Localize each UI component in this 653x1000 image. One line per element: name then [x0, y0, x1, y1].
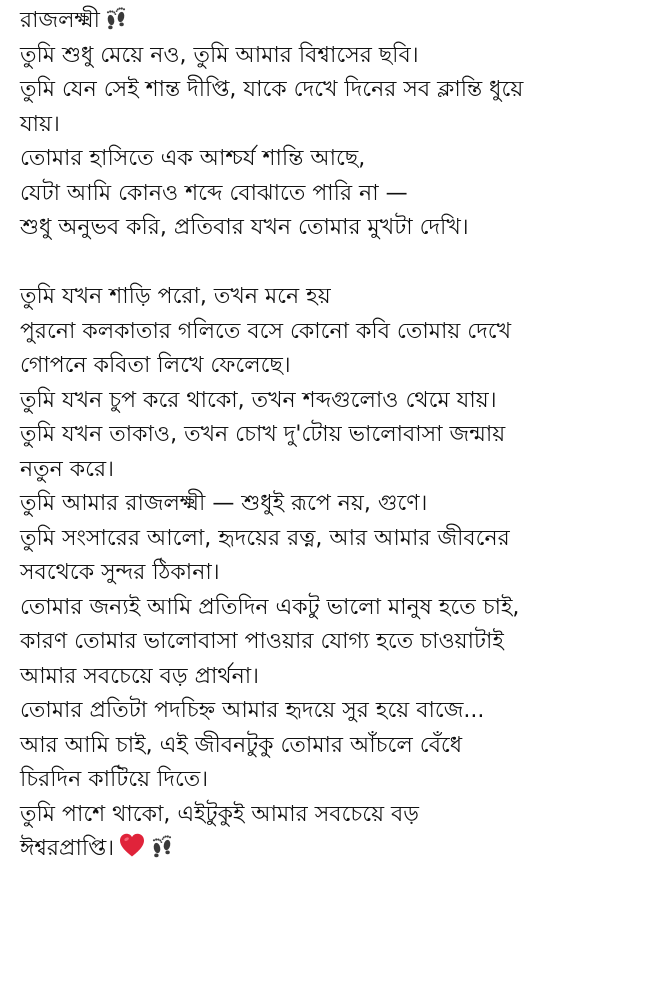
poem-line: গোপনে কবিতা লিখে ফেলেছে।	[20, 353, 291, 378]
poem-line: যেটা আমি কোনও শব্দে বোঝাতে পারি না —	[20, 180, 408, 206]
poem-line: তুমি পাশে থাকো, এইটুকুই আমার সবচেয়ে বড়	[20, 801, 419, 827]
post-title-line	[20, 4, 640, 39]
poem-line: তোমার হাসিতে এক আশ্চর্য শান্তি আছে,	[20, 146, 366, 171]
poem-line: শুধু অনুভব করি, প্রতিবার যখন তোমার মুখটা দেখি।	[20, 215, 469, 240]
red-heart-icon	[118, 832, 146, 858]
post-title: রাজলক্ষ্মী	[20, 8, 100, 33]
poem-line: তোমার প্রতিটা পদচিহ্ন আমার হৃদয়ে সুর হয়ে বাজে...	[20, 698, 485, 723]
poem-line: সবথেকে সুন্দর ঠিকানা।	[20, 560, 220, 585]
poem-line: তুমি যখন তাকাও, তখন চোখ দু'টোয় ভালোবাসা জন্মায়	[20, 422, 506, 447]
post-text	[20, 4, 640, 867]
poem-line: তোমার জন্যই আমি প্রতিদিন একটু ভালো মানুষ হতে চাই,	[20, 594, 520, 620]
poem-line: তুমি সংসারের আলো, হৃদয়ের রত্ন, আর আমার জীবনের	[20, 525, 510, 551]
poem-line: তুমি যখন শাড়ি পরো, তখন মনে হয়	[20, 284, 331, 309]
poem-last-line	[20, 832, 640, 867]
poem-line: তুমি যেন সেই শান্ত দীপ্তি, যাকে দেখে দিনের সব ক্লান্তি ধুয়ে	[20, 77, 524, 102]
poem-line: তুমি আমার রাজলক্ষ্মী — শুধুই রূপে নয়, গুণে।	[20, 491, 428, 516]
stanza-break	[20, 246, 640, 281]
poem-last-line-text: ঈশ্বরপ্রাপ্তি।	[20, 836, 115, 861]
poem-line: চিরদিন কাটিয়ে দিতে।	[20, 767, 209, 792]
poem-line: তুমি শুধু মেয়ে নও, তুমি আমার বিশ্বাসের ছবি।	[20, 42, 419, 68]
poem-line: পুরনো কলকাতার গলিতে বসে কোনো কবি তোমায় দেখে	[20, 318, 512, 344]
poem-line: যায়।	[20, 111, 60, 137]
poem-line: নতুন করে।	[20, 456, 114, 482]
poem-line: তুমি যখন চুপ করে থাকো, তখন শব্দগুলোও থেমে যায়।	[20, 387, 497, 413]
poem-line: কারণ তোমার ভালোবাসা পাওয়ার যোগ্য হতে চাওয়াটাই	[20, 629, 504, 654]
poem-line: আমার সবচেয়ে বড় প্রার্থনা।	[20, 663, 260, 689]
footprints-icon	[150, 834, 174, 858]
footprints-icon	[104, 6, 128, 30]
poem-line: আর আমি চাই, এই জীবনটুকু তোমার আঁচলে বেঁধে	[20, 732, 463, 758]
